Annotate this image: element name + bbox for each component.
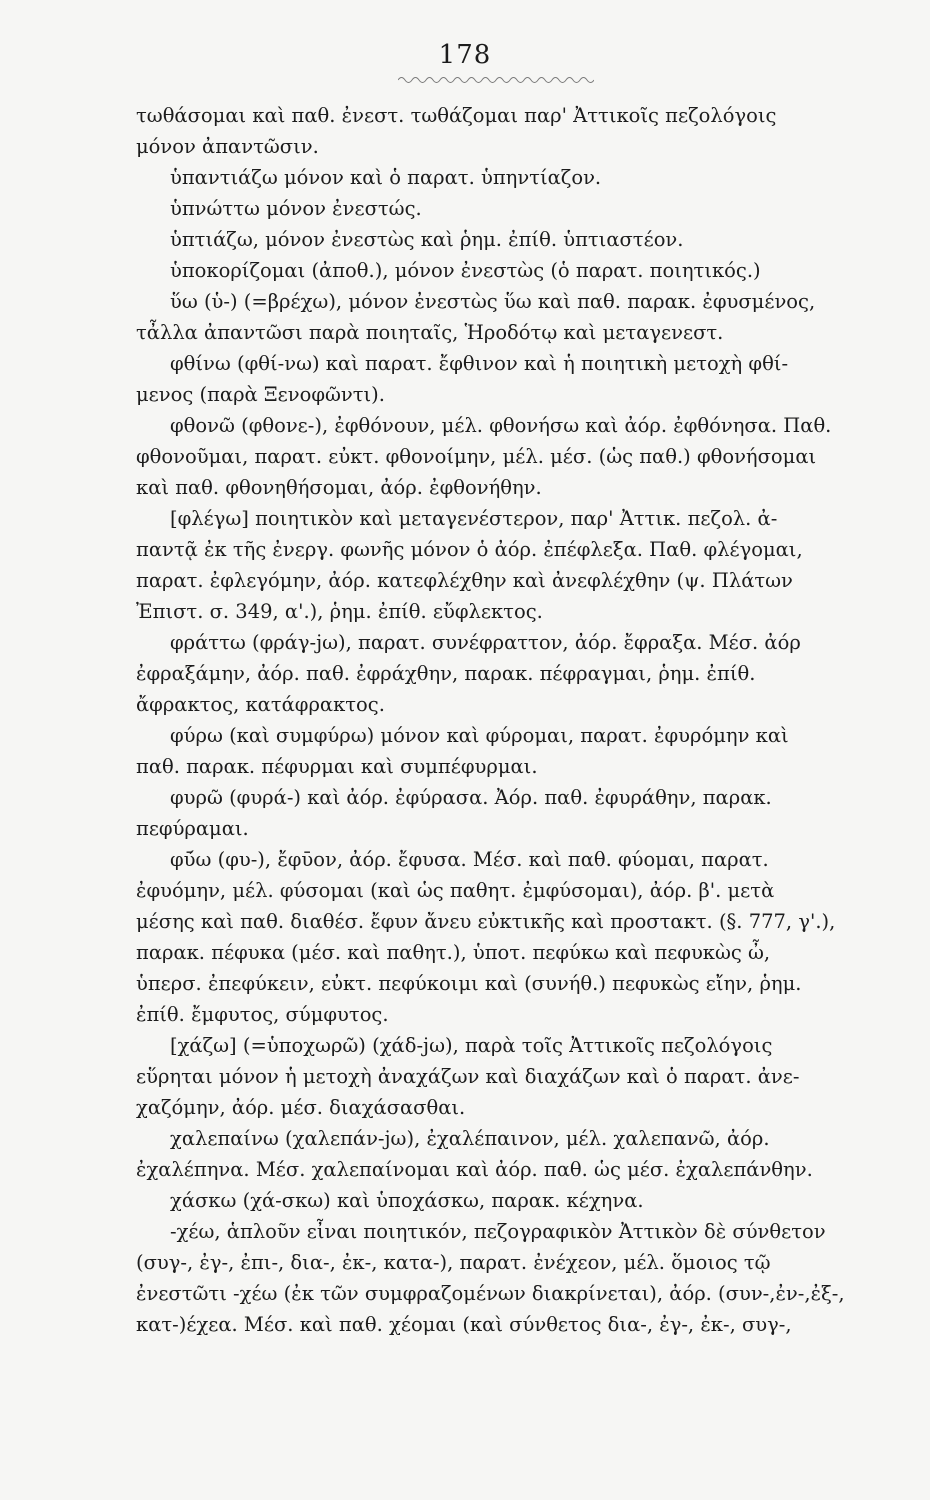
text-line: -χέω, ἁπλοῦν εἶναι ποιητικόν, πεζογραφικὸν Ἀττικὸν δὲ σύνθετον [170, 1220, 826, 1243]
text-line: ὑποκορίζομαι (ἀποθ.), μόνον ἐνεστὼς (ὁ παρατ. ποιητικός.) [170, 259, 761, 282]
text-line: [χάζω] (=ὑποχωρῶ) (χάδ-jω), παρὰ τοῖς Ἀττικοῖς πεζολόγοις [170, 1034, 773, 1057]
text-line: καὶ παθ. φθονηθήσομαι, ἀόρ. ἐφθονήθην. [136, 476, 542, 499]
text-line: εὕρηται μόνον ἡ μετοχὴ ἀναχάζων καὶ διαχάζων καὶ ὁ παρατ. ἀνε- [136, 1065, 800, 1088]
text-line: (συγ-, ἐγ-, ἐπι-, δια-, ἐκ-, κατα-), παρατ. ἐνέχεον, μέλ. ὅμοιος τῷ [136, 1251, 771, 1274]
text-line: φθίνω (φθί-νω) καὶ παρατ. ἔφθινον καὶ ἡ ποιητικὴ μετοχὴ φθί- [170, 352, 789, 375]
text-line: παθ. παρακ. πέφυρμαι καὶ συμπέφυρμαι. [136, 755, 538, 778]
text-line: ὑπερσ. ἐπεφύκειν, εὐκτ. πεφύκοιμι καὶ (συνήθ.) πεφυκὼς εἴην, ῥημ. [136, 972, 802, 995]
text-line: χαλεπαίνω (χαλεπάν-jω), ἐχαλέπαινον, μέλ. χαλεπανῶ, ἀόρ. [170, 1127, 770, 1150]
text-line: ὑπαντιάζω μόνον καὶ ὁ παρατ. ὑπηντίαζον. [170, 166, 602, 189]
text-line: φθονοῦμαι, παρατ. εὐκτ. φθονοίμην, μέλ. μέσ. (ὡς παθ.) φθονήσομαι [136, 445, 817, 468]
text-line: φῡ́ω (φυ-), ἔφῡον, ἀόρ. ἔφυσα. Μέσ. καὶ παθ. φύομαι, παρατ. [170, 848, 769, 871]
text-line: [φλέγω] ποιητικὸν καὶ μεταγενέστερον, παρ' Ἀττικ. πεζολ. ἀ- [170, 507, 778, 530]
text-line: ἐφραξάμην, ἀόρ. παθ. ἐφράχθην, παρακ. πέφραγμαι, ῥημ. ἐπίθ. [136, 662, 756, 685]
text-line: μέσης καὶ παθ. διαθέσ. ἔφυν ἄνευ εὐκτικῆς καὶ προστακτ. (§. 777, γ'.), [136, 910, 836, 933]
text-line: τωθάσομαι καὶ παθ. ἐνεστ. τωθάζομαι παρ' Ἀττικοῖς πεζολόγοις [136, 104, 777, 127]
text-line: κατ-)έχεα. Μέσ. καὶ παθ. χέομαι (καὶ σύνθετος δια-, ἐγ-, ἐκ-, συγ-, [136, 1313, 792, 1336]
text-line: τἆλλα ἀπαντῶσι παρὰ ποιηταῖς, Ἡροδότῳ καὶ μεταγενεστ. [136, 321, 724, 344]
text-line: χάσκω (χά-σκω) καὶ ὑποχάσκω, παρακ. κέχηνα. [170, 1189, 644, 1212]
text-line: ὑπνώττω μόνον ἐνεστώς. [170, 197, 422, 220]
text-line: ἐχαλέπηνα. Μέσ. χαλεπαίνομαι καὶ ἀόρ. παθ. ὡς μέσ. ἐχαλεπάνθην. [136, 1158, 813, 1181]
text-line: ἐφυόμην, μέλ. φύσομαι (καὶ ὡς παθητ. ἐμφύσομαι), ἀόρ. β'. μετὰ [136, 879, 775, 902]
text-line: ἐπίθ. ἔμφυτος, σύμφυτος. [136, 1003, 389, 1026]
text-line: ὕω (ὑ-) (=βρέχω), μόνον ἐνεστὼς ὕω καὶ παθ. παρακ. ἐφυσμένος, [170, 290, 816, 313]
text-line: μόνον ἀπαντῶσιν. [136, 135, 319, 158]
wavy-rule-ornament [398, 72, 594, 86]
text-line: ἐνεστῶτι -χέω (ἐκ τῶν συμφραζομένων διακρίνεται), ἀόρ. (συν-,ἐν-,ἐξ-, [136, 1282, 845, 1305]
text-line: φθονῶ (φθονε-), ἐφθόνουν, μέλ. φθονήσω καὶ ἀόρ. ἐφθόνησα. Παθ. [170, 414, 832, 437]
text-line: μενος (παρὰ Ξενοφῶντι). [136, 383, 385, 406]
text-line: φυρῶ (φυρά-) καὶ ἀόρ. ἐφύρασα. Ἀόρ. παθ. ἐφυράθην, παρακ. [170, 786, 772, 809]
text-line: πεφύραμαι. [136, 817, 249, 840]
page-number: 178 [438, 40, 492, 70]
text-line: ἄφρακτος, κατάφρακτος. [136, 693, 385, 716]
text-line: παντᾷ ἐκ τῆς ἐνεργ. φωνῆς μόνον ὁ ἀόρ. ἐπέφλεξα. Παθ. φλέγομαι, [136, 538, 803, 561]
text-line: παρακ. πέφυκα (μέσ. καὶ παθητ.), ὑποτ. πεφύκω καὶ πεφυκὼς ὦ, [136, 941, 771, 964]
text-line: ὑπτιάζω, μόνον ἐνεστὼς καὶ ῥημ. ἐπίθ. ὑπτιαστέον. [170, 228, 684, 251]
text-line: παρατ. ἐφλεγόμην, ἀόρ. κατεφλέχθην καὶ ἀνεφλέχθην (ψ. Πλάτων [136, 569, 793, 592]
text-line: χαζόμην, ἀόρ. μέσ. διαχάσασθαι. [136, 1096, 466, 1119]
body-text [136, 100, 878, 1340]
text-line: Ἐπιστ. σ. 349, α'.), ῥημ. ἐπίθ. εὔφλεκτος. [136, 600, 543, 623]
text-line: φύρω (καὶ συμφύρω) μόνον καὶ φύρομαι, παρατ. ἐφυρόμην καὶ [170, 724, 789, 747]
text-line: φράττω (φράγ-jω), παρατ. συνέφραττον, ἀόρ. ἔφραξα. Μέσ. ἀόρ [170, 631, 801, 654]
